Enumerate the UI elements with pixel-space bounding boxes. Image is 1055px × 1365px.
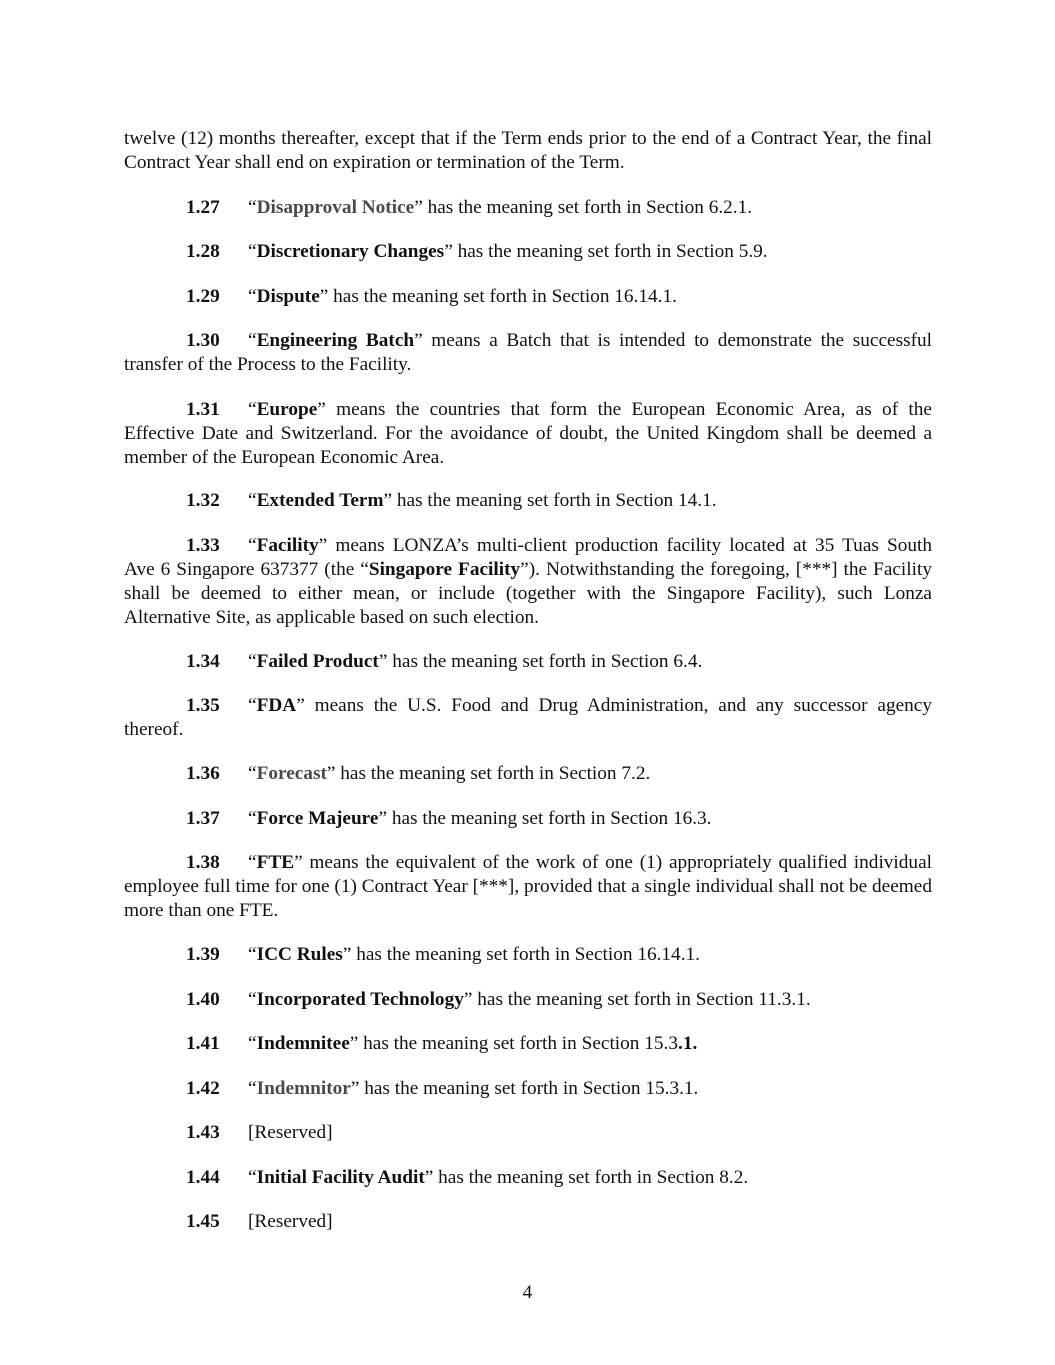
reserved-text: [Reserved] (248, 1122, 333, 1143)
definition-text: has the meaning set forth in Section 11.3.1. (472, 989, 811, 1010)
definition-1-39: 1.39 “ICC Rules” has the meaning set forth in Section 16.14.1. (186, 944, 700, 965)
definition-text: means a Batch that is intended to demonstrate the successful transfer of the Process to the Facility. (124, 330, 932, 375)
section-number: 1.30 (186, 330, 220, 351)
definition-text: has the meaning set forth in Section 5.9. (452, 241, 768, 262)
section-number: 1.39 (186, 944, 220, 965)
definition-text: has the meaning set forth in Section 16.14.1. (328, 286, 677, 307)
definition-text: means the countries that form the European Economic Area, as of the Effective Date and Switzerland. For the avoidance of doubt, the United Kingdom shall be deemed a member of the European Economic Area. (124, 399, 932, 468)
defined-term: Facility (256, 535, 319, 556)
definition-text: has the meaning set forth in Section 7.2. (335, 763, 651, 784)
section-number: 1.44 (186, 1167, 220, 1188)
definition-text: means LONZA’s multi-client production facility located at 35 Tuas South Ave 6 Singapore 637377 (the “ (124, 535, 932, 580)
defined-term: Forecast (256, 763, 327, 784)
definition-text-bold-tail: .1. (678, 1033, 698, 1054)
defined-term: FTE (256, 852, 295, 873)
definition-text-continued: ”). Notwithstanding the foregoing, [***] the Facility shall be deemed to either mean, or include (together with the Singapore Facility), such Lonza Alternative Site, as applicable based on such election. (124, 559, 933, 628)
definition-text: has the meaning set forth in Section 15.3.1. (359, 1078, 699, 1099)
defined-term: Discretionary Changes (256, 241, 445, 262)
definition-1-33: 1.33 “Facility” means LONZA’s multi-client production facility located at 35 Tuas South Ave 6 Singapore 637377 (the “Singapore Facility”). Notwithstanding the foregoing, [***] the Facility shall be deemed to either mean, or include (together with the Singapore Facility), such Lonza Alternative Site, as applicable based on such election. (124, 535, 933, 628)
defined-term: Failed Product (256, 651, 379, 672)
definition-1-35: 1.35 “FDA” means the U.S. Food and Drug Administration, and any successor agency thereof. (124, 695, 932, 740)
section-number: 1.28 (186, 241, 220, 262)
page-number: 4 (522, 1282, 533, 1303)
defined-term: Indemnitor (256, 1078, 351, 1099)
definition-1-37: 1.37 “Force Majeure” has the meaning set forth in Section 16.3. (186, 808, 712, 829)
definition-1-34: 1.34 “Failed Product” has the meaning set forth in Section 6.4. (186, 651, 703, 672)
section-number: 1.38 (186, 852, 220, 873)
definition-1-36: 1.36 “Forecast” has the meaning set forth in Section 7.2. (186, 763, 651, 784)
defined-term: Disapproval Notice (256, 197, 415, 218)
section-number: 1.42 (186, 1078, 220, 1099)
definition-text: means the equivalent of the work of one (1) appropriately qualified individual employee full time for one (1) Contract Year [***], provided that a single individual shall not be deemed more than one FTE. (124, 852, 932, 921)
section-number: 1.33 (186, 535, 220, 556)
section-number: 1.29 (186, 286, 220, 307)
section-number: 1.27 (186, 197, 220, 218)
defined-term: Initial Facility Audit (256, 1167, 425, 1188)
definition-text: has the meaning set forth in Section 8.2. (433, 1167, 749, 1188)
defined-term: Europe (256, 399, 318, 420)
definition-1-41: 1.41 “Indemnitee” has the meaning set forth in Section 15.3.1. (186, 1033, 698, 1054)
section-number: 1.37 (186, 808, 220, 829)
definition-text: has the meaning set forth in Section 6.4. (387, 651, 703, 672)
definition-text: has the meaning set forth in Section 14.1. (392, 490, 717, 511)
defined-term: Indemnitee (256, 1033, 350, 1054)
defined-term: Engineering Batch (256, 330, 415, 351)
section-number: 1.32 (186, 490, 220, 511)
defined-term: Extended Term (256, 490, 384, 511)
definition-1-28: 1.28 “Discretionary Changes” has the meaning set forth in Section 5.9. (186, 241, 768, 262)
definition-1-44: 1.44 “Initial Facility Audit” has the meaning set forth in Section 8.2. (186, 1167, 749, 1188)
definition-text: has the meaning set forth in Section 15.3 (358, 1033, 678, 1054)
section-number: 1.34 (186, 651, 220, 672)
definition-1-40: 1.40 “Incorporated Technology” has the meaning set forth in Section 11.3.1. (186, 989, 811, 1010)
definition-1-43 (124, 1121, 932, 1145)
definition-1-32: 1.32 “Extended Term” has the meaning set forth in Section 14.1. (186, 490, 717, 511)
defined-term: FDA (256, 695, 297, 716)
section-number: 1.45 (186, 1211, 220, 1232)
definition-1-30: 1.30 “Engineering Batch” means a Batch that is intended to demonstrate the successful transfer of the Process to the Facility. (124, 330, 932, 375)
section-number: 1.40 (186, 989, 220, 1010)
reserved-text: [Reserved] (248, 1211, 333, 1232)
section-number: 1.35 (186, 695, 220, 716)
section-number: 1.43 (186, 1122, 220, 1143)
definition-text: has the meaning set forth in Section 6.2.1. (422, 197, 753, 218)
definition-text: means the U.S. Food and Drug Administration, and any successor agency thereof. (124, 695, 932, 740)
section-number: 1.41 (186, 1033, 220, 1054)
defined-term-secondary: Singapore Facility (368, 559, 521, 580)
section-number: 1.36 (186, 763, 220, 784)
defined-term: Incorporated Technology (256, 989, 464, 1010)
section-number: 1.31 (186, 399, 220, 420)
defined-term: ICC Rules (256, 944, 343, 965)
definition-text: has the meaning set forth in Section 16.3. (387, 808, 712, 829)
intro-paragraph: twelve (12) months thereafter, except that if the Term ends prior to the end of a Contract Year, the final Contract Year shall end on expiration or termination of the Term. (124, 128, 932, 173)
defined-term: Dispute (256, 286, 320, 307)
defined-term: Force Majeure (256, 808, 379, 829)
definition-1-45 (124, 1210, 932, 1234)
definition-1-42: 1.42 “Indemnitor” has the meaning set forth in Section 15.3.1. (186, 1078, 699, 1099)
definition-text: has the meaning set forth in Section 16.14.1. (351, 944, 700, 965)
definition-1-38: 1.38 “FTE” means the equivalent of the work of one (1) appropriately qualified individual employee full time for one (1) Contract Year [***], provided that a single individual shall not be deemed more than one FTE. (124, 852, 932, 921)
definition-1-29: 1.29 “Dispute” has the meaning set forth in Section 16.14.1. (186, 286, 677, 307)
definition-1-27: 1.27 “Disapproval Notice” has the meaning set forth in Section 6.2.1. (186, 197, 753, 218)
definition-1-31: 1.31 “Europe” means the countries that form the European Economic Area, as of the Effective Date and Switzerland. For the avoidance of doubt, the United Kingdom shall be deemed a member of the European Economic Area. (124, 399, 932, 468)
